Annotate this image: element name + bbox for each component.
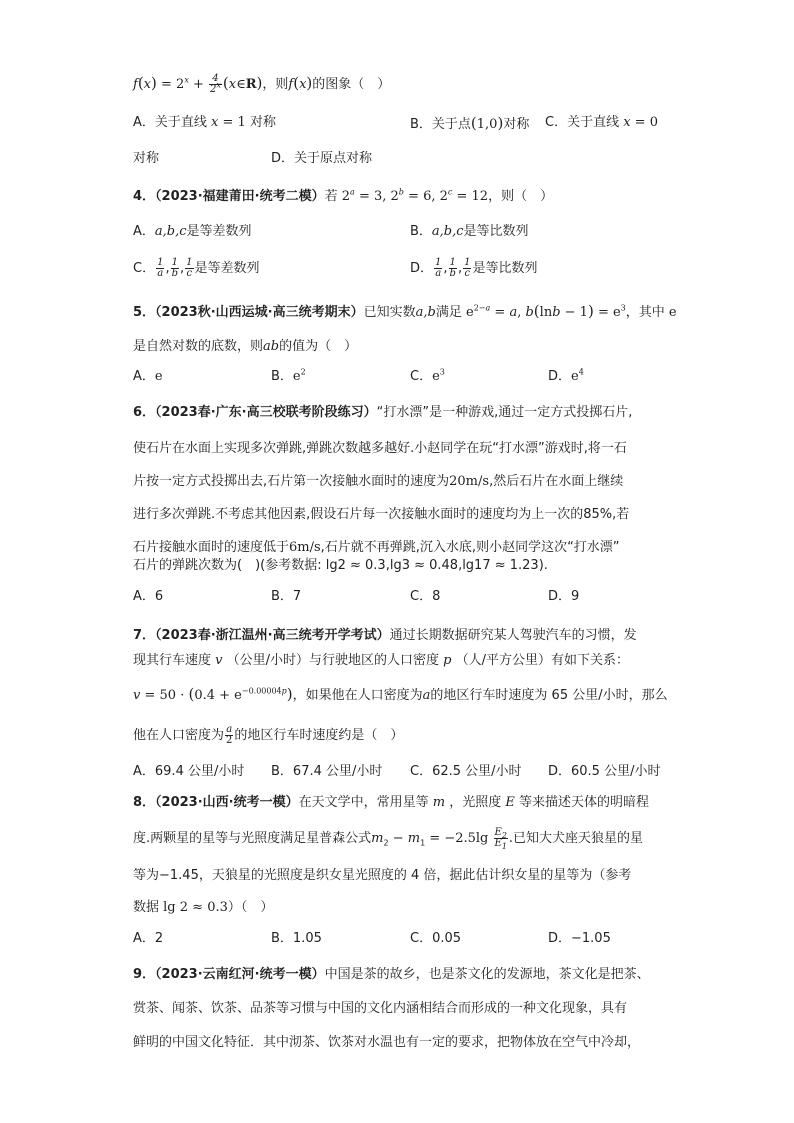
q8-option-d: D．−1.05 — [548, 931, 611, 946]
q5-stem: 5．（2023秋·山西运城·高三统考期末）已知实数a,b满足 $e^{2-a} = a$, $b(\ln b - 1) = e^3$，其中 e — [133, 302, 677, 320]
q6-stem-line3: 片按一定方式投掷出去,石片第一次接触水面时的速度为20m/s,然后石片在水面上继续 — [133, 474, 624, 489]
q8-option-b: B．1.05 — [271, 931, 322, 946]
q9-stem-line1: 9．（2023·云南红河·统考一模）中国是茶的故乡，也是茶文化的发源地，茶文化是把茶、 — [133, 967, 650, 982]
q9-stem-line3: 鲜明的中国文化特征．其中沏茶、饮茶对水温也有一定的要求，把物体放在空气中冷却， — [133, 1035, 641, 1050]
q6-option-b: B．7 — [271, 589, 302, 604]
q3-option-d: D．关于原点对称 — [271, 151, 373, 166]
q8-stem-line4: 数据 lg 2 ≈ 0.3）（ ） — [133, 900, 274, 915]
q9-stem-line2: 赏茶、闻茶、饮茶、品茶等习惯与中国的文化内涵相结合而形成的一种文化现象，具有 — [133, 1001, 628, 1016]
q6-option-d: D．9 — [548, 589, 580, 604]
q3-option-b: B．关于点(1,0)对称 — [410, 114, 530, 132]
q7-stem-line1: 7．（2023春·浙江温州·高三统考开学考试）通过长期数据研究某人驾驶汽车的习惯，发 — [133, 628, 637, 643]
q7-option-c: C．62.5 公里/小时 — [410, 764, 522, 779]
q7-stem-line3: $v = 50 \cdot (0.4 + e^{-0.00004p})$，如果他在人口密度为a的地区行车时速度为 65 公里/小时，那么 — [133, 685, 668, 703]
q7-stem-line2: 现其行车速度 v （公里/小时）与行驶地区的人口密度 p （人/平方公里）有如下关系： — [133, 653, 629, 668]
q5-stem-line2: 是自然对数的底数，则ab的值为（ ） — [133, 339, 358, 354]
q8-option-a: A．2 — [133, 931, 164, 946]
q6-stem-line4: 进行多次弹跳.不考虑其他因素,假设石片每一次接触水面时的速度均为上一次的85%,若 — [133, 507, 630, 522]
q7-option-b: B．67.4 公里/小时 — [271, 764, 383, 779]
q6-stem-line5: 石片接触水面时的速度低于6m/s,石片就不再弹跳,沉入水底,则小赵同学这次“打水漂” — [133, 540, 620, 555]
q6-stem-line6: 石片的弹跳次数为( )(参考数据: lg2 ≈ 0.3,lg3 ≈ 0.48,lg17 ≈ 1.23). — [133, 558, 548, 573]
q7-option-d: D．60.5 公里/小时 — [548, 764, 661, 779]
q6-option-a: A．6 — [133, 589, 164, 604]
q4-stem: 4．（2023·福建莆田·统考二模）若 $2^a = 3$, $2^b = 6$, $2^c = 12$，则（ ） — [133, 187, 554, 204]
q7-option-a: A．69.4 公里/小时 — [133, 764, 245, 779]
q3-option-c: C．关于直线 x = 0 — [545, 115, 658, 130]
q4-option-a: A．a,b,c是等差数列 — [133, 224, 252, 239]
q6-stem-line1: 6．（2023春·广东·高三校联考阶段练习）“打水漂”是一种游戏,通过一定方式投掷石片, — [133, 405, 633, 420]
q5-option-a: A．e — [133, 369, 163, 384]
q3-option-a: A．关于直线 x = 1 对称 — [133, 115, 276, 130]
q4-option-b: B．a,b,c是等比数列 — [410, 224, 529, 239]
q6-stem-line2: 使石片在水面上实现多次弹跳,弹跳次数越多越好.小赵同学在玩“打水漂”游戏时,将一石 — [133, 441, 627, 456]
q5-option-d: D．$e^4$ — [548, 367, 584, 384]
q5-option-b: B．$e^2$ — [271, 367, 306, 384]
q7-stem-line4: 他在人口密度为 $\frac{a}{2}$ 的地区行车时速度约是（ ） — [133, 724, 404, 746]
q8-option-c: C．0.05 — [410, 931, 462, 946]
q3-option-c-cont: 对称 — [133, 151, 160, 166]
q8-stem-line1: 8．（2023·山西·统考一模）在天文学中，常用星等 m ，光照度 E 等来描述天体的明暗程 — [133, 795, 650, 810]
q3-stem: $f(x) = 2^x$ + $\frac{4}{2^x}$ (x∈R)，则f(x)的图象（ ） — [133, 73, 391, 95]
q6-option-c: C．8 — [410, 589, 441, 604]
q5-option-c: C．$e^3$ — [410, 367, 445, 384]
q4-option-d: D． $\frac{1}{a}$ , $\frac{1}{b}$ , $\frac{1}{c}$ 是等比数列 — [410, 257, 538, 279]
q4-option-c: C． $\frac{1}{a}$ , $\frac{1}{b}$ , $\frac{1}{c}$ 是等差数列 — [133, 257, 260, 279]
q8-stem-line2: 度.两颗星的星等与光照度满足星普森公式$m_2 - m_1 = -2.5\lg$ $\frac{E_2}{E_1}$ .已知大犬座天狼星的星 — [133, 827, 644, 851]
q8-stem-line3: 等为−1.45，天狼星的光照度是织女星光照度的 4 倍，据此估计织女星的星等为（参考 — [133, 868, 632, 883]
